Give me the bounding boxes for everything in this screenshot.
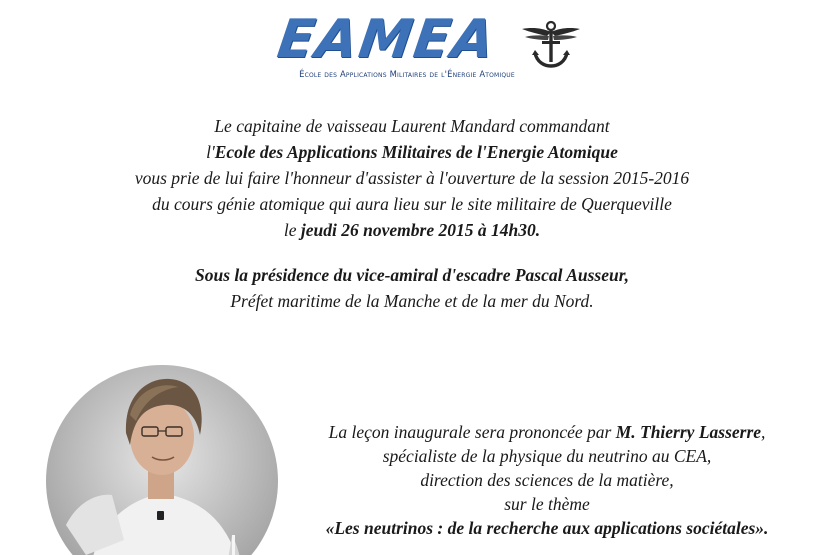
school-article: l' xyxy=(206,142,215,162)
invitation-line-date xyxy=(0,217,824,243)
presidency-line-prefect: Préfet maritime de la Manche et de la mer du Nord. xyxy=(230,291,594,311)
presidency-line-admiral: Sous la présidence du vice-amiral d'escadre Pascal Ausseur, xyxy=(195,265,629,285)
invitation-text xyxy=(0,113,824,243)
invitation-line-commander: Le capitaine de vaisseau Laurent Mandard commandant xyxy=(214,116,610,136)
speaker-portrait-image xyxy=(46,365,278,555)
speaker-comma: , xyxy=(761,422,766,442)
speaker-photo xyxy=(46,365,278,555)
lecture-line-specialty: spécialiste de la physique du neutrino au CEA, xyxy=(382,446,712,466)
lecture-text xyxy=(280,420,814,540)
lecture-theme-title: «Les neutrinos : de la recherche aux applications sociétales». xyxy=(325,518,769,538)
presidency-text xyxy=(0,262,824,314)
speaker-intro: La leçon inaugurale sera prononcée par xyxy=(328,422,616,442)
invitation-line-request: vous prie de lui faire l'honneur d'assister à l'ouverture de la session 2015-2016 xyxy=(134,168,690,188)
logo-wordmark: EAMEA xyxy=(273,9,500,70)
invitation-line-school xyxy=(0,139,824,165)
event-date: jeudi 26 novembre 2015 à 14h30. xyxy=(300,220,541,240)
eamea-logo xyxy=(273,9,596,82)
logo-subtitle: École des Applications Militaires de l'Énergie Atomique xyxy=(299,69,515,79)
lecture-line-theme-intro: sur le thème xyxy=(504,494,590,514)
speaker-name: M. Thierry Lasserre xyxy=(615,422,762,442)
date-prefix: le xyxy=(283,220,301,240)
lecture-line-direction: direction des sciences de la matière, xyxy=(420,470,674,490)
lecture-line-speaker xyxy=(280,420,814,444)
winged-anchor-icon xyxy=(520,18,582,70)
school-name: Ecole des Applications Militaires de l'Energie Atomique xyxy=(214,142,618,162)
invitation-line-course: du cours génie atomique qui aura lieu sur le site militaire de Querqueville xyxy=(152,194,672,214)
